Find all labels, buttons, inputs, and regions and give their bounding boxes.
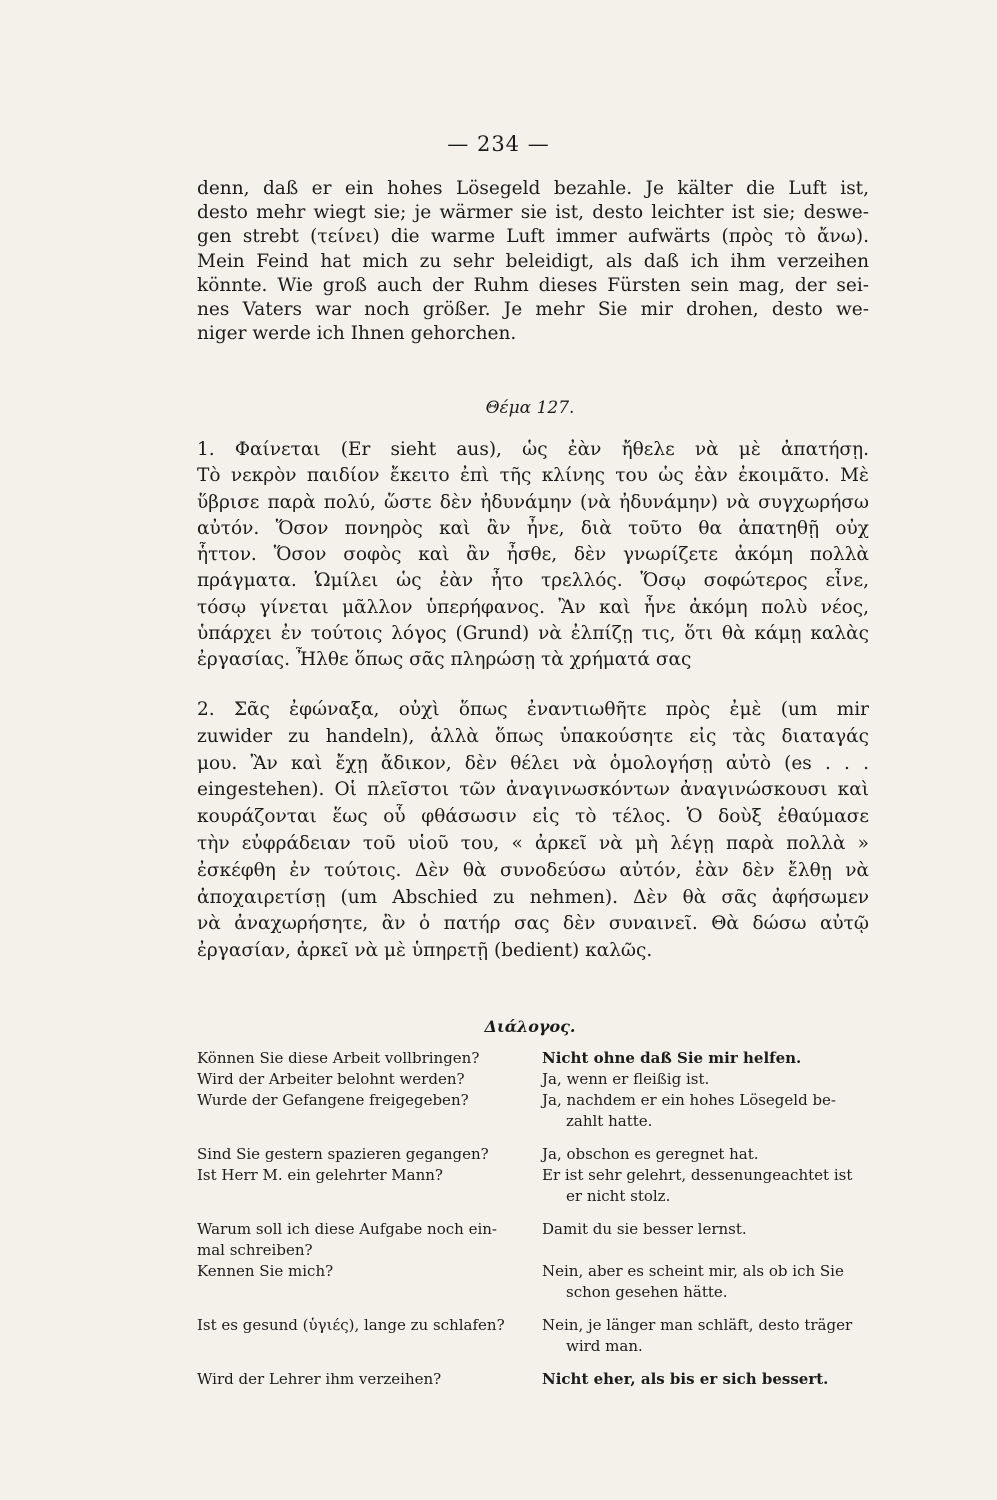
- text-line: ὕβρισε παρὰ πολύ, ὥστε δὲν ἠδυνάμην (νὰ ἠδυνάμην) νὰ συγχωρήσω: [197, 491, 869, 513]
- text-line: πράγματα. Ὡμίλει ὡς ἐὰν ἦτο τρελλός. Ὅσῳ σοφώτερος εἶνε,: [197, 570, 869, 592]
- dialog-answer: [542, 1315, 877, 1357]
- dialog-answer: [542, 1048, 877, 1069]
- paragraph-greek-2: [197, 697, 869, 965]
- dialog-question: [197, 1090, 542, 1132]
- question-line: Können Sie diese Arbeit vollbringen?: [197, 1049, 480, 1067]
- section-heading: Θέμα 127.: [485, 398, 575, 418]
- dialog-answer: [542, 1165, 877, 1207]
- dialog-row: [197, 1261, 877, 1303]
- dialog-question: [197, 1369, 542, 1390]
- dialog-answer: [542, 1090, 877, 1132]
- answer-line: schon gesehen hätte.: [566, 1283, 728, 1301]
- question-line: Ist Herr M. ein gelehrter Mann?: [197, 1166, 443, 1184]
- question-line: Ist es gesund (ὑγιές), lange zu schlafen?: [197, 1316, 505, 1334]
- dialog-question: [197, 1165, 542, 1207]
- text-line: αὐτόν. Ὅσον πονηρὸς καὶ ἂν ἦνε, διὰ τοῦτο θα ἀπατηθῇ οὐχ: [197, 517, 869, 539]
- text-line: desto mehr wiegt sie; je wärmer sie ist, desto leichter ist sie; deswe-: [197, 202, 869, 224]
- dialog-question: [197, 1069, 542, 1090]
- dialog-question: [197, 1219, 542, 1261]
- answer-line: Ja, nachdem er ein hohes Lösegeld be-: [542, 1091, 837, 1109]
- answer-line: er nicht stolz.: [566, 1187, 671, 1205]
- dialog-row: [197, 1315, 877, 1357]
- question-line: Kennen Sie mich?: [197, 1262, 334, 1280]
- text-line: 2. Σᾶς ἐφώναξα, οὐχὶ ὅπως ἐναντιωθῆτε πρὸς ἐμὲ (um mir: [197, 699, 869, 720]
- answer-line: Damit du sie besser lernst.: [542, 1220, 747, 1238]
- text-line: eingestehen). Οἱ πλεῖστοι τῶν ἀναγινωσκόντων ἀναγινώσκουσι καὶ: [197, 779, 869, 801]
- answer-line: Ja, obschon es geregnet hat.: [542, 1145, 759, 1163]
- paragraph-german: [197, 177, 869, 346]
- dialog-row: [197, 1219, 877, 1261]
- dialog-question: [197, 1261, 542, 1303]
- text-line: ἐργασίας. Ἦλθε ὅπως σᾶς πληρώσῃ τὰ χρήματά σας: [197, 649, 692, 671]
- text-line: denn, daß er ein hohes Lösegeld bezahle. Je kälter die Luft ist,: [197, 178, 869, 199]
- question-line: Wird der Arbeiter belohnt werden?: [197, 1070, 465, 1088]
- dialog-row: [197, 1144, 877, 1165]
- text-line: gen strebt (τείνει) die warme Luft immer aufwärts (πρὸς τὸ ἄνω).: [197, 226, 869, 248]
- text-line: Mein Feind hat mich zu sehr beleidigt, als daß ich ihm verzeihen: [197, 250, 869, 272]
- text-line: könnte. Wie groß auch der Ruhm dieses Fürsten sein mag, der sei-: [197, 274, 869, 296]
- question-line: Wird der Lehrer ihm verzeihen?: [197, 1370, 442, 1388]
- dialog-question: [197, 1048, 542, 1069]
- text-line: ὑπάρχει ἐν τούτοις λόγος (Grund) νὰ ἐλπίζῃ τις, ὅτι θὰ κάμῃ καλὰς: [197, 623, 869, 645]
- dialog-answer: [542, 1261, 877, 1303]
- text-line: ἧττον. Ὅσον σοφὸς καὶ ἂν ἦσθε, δὲν γνωρίζετε ἀκόμη πολλὰ: [197, 544, 869, 566]
- text-line: ἀποχαιρετίσῃ (um Abschied zu nehmen). Δὲν θὰ σᾶς ἀφήσωμεν: [197, 886, 869, 908]
- text-line: ἐργασίαν, ἀρκεῖ νὰ μὲ ὑπηρετῇ (bedient) καλῶς.: [197, 940, 653, 962]
- text-line: Τὸ νεκρὸν παιδίον ἔκειτο ἐπὶ τῆς κλίνης του ὡς ἐὰν ἐκοιμᾶτο. Μὲ: [197, 465, 869, 487]
- answer-line: Nicht eher, als bis er sich bessert.: [542, 1370, 829, 1388]
- dialog-row: [197, 1048, 877, 1069]
- dialog-answer: [542, 1369, 877, 1390]
- question-line: Wurde der Gefangene freigegeben?: [197, 1091, 469, 1109]
- dialog-row: [197, 1165, 877, 1207]
- text-line: nes Vaters war noch größer. Je mehr Sie mir drohen, desto we-: [197, 299, 869, 321]
- dialog-answer: [542, 1219, 877, 1261]
- dialog-answer: [542, 1069, 877, 1090]
- dialog-row: [197, 1369, 877, 1390]
- text-line: νὰ ἀναχωρήσητε, ἂν ὁ πατήρ σας δὲν συναινεῖ. Θὰ δώσω αὐτῷ: [197, 913, 869, 935]
- answer-line: Nein, aber es scheint mir, als ob ich Sie: [542, 1262, 844, 1280]
- question-line: mal schreiben?: [197, 1241, 313, 1259]
- text-line: niger werde ich Ihnen gehorchen.: [197, 323, 517, 345]
- dialog-table: [197, 1048, 877, 1390]
- text-line: zuwider zu handeln), ἀλλὰ ὅπως ὑπακούσητε εἰς τὰς διαταγάς: [197, 725, 869, 747]
- dialog-heading: Διάλογος.: [484, 1017, 576, 1036]
- text-line: ἐσκέφθη ἐν τούτοις. Δὲν θὰ συνοδεύσω αὐτόν, ἐὰν δὲν ἔλθῃ νὰ: [197, 859, 869, 881]
- answer-line: wird man.: [566, 1337, 643, 1355]
- answer-line: Nein, je länger man schläft, desto träger: [542, 1316, 853, 1334]
- dialog-row: [197, 1090, 877, 1132]
- text-line: μου. Ἂν καὶ ἔχῃ ἄδικον, δὲν θέλει νὰ ὁμολογήσῃ αὐτὸ (es . . .: [197, 752, 869, 774]
- text-line: κουράζονται ἕως οὗ φθάσωσιν εἰς τὸ τέλος. Ὁ δοὺξ ἐθαύμασε: [197, 806, 869, 828]
- answer-line: Nicht ohne daß Sie mir helfen.: [542, 1049, 802, 1067]
- text-line: 1. Φαίνεται (Er sieht aus), ὡς ἐὰν ἤθελε νὰ μὲ ἀπατήσῃ.: [197, 439, 869, 460]
- answer-line: Ja, wenn er fleißig ist.: [542, 1070, 710, 1088]
- page-number: — 234 —: [447, 132, 550, 156]
- dialog-question: [197, 1315, 542, 1357]
- answer-line: zahlt hatte.: [566, 1112, 653, 1130]
- dialog-question: [197, 1144, 542, 1165]
- dialog-row: [197, 1069, 877, 1090]
- paragraph-greek-1: [197, 437, 869, 674]
- answer-line: Er ist sehr gelehrt, dessenungeachtet ist: [542, 1166, 853, 1184]
- question-line: Warum soll ich diese Aufgabe noch ein-: [197, 1220, 497, 1238]
- question-line: Sind Sie gestern spazieren gegangen?: [197, 1145, 489, 1163]
- text-line: τὴν εὐφράδειαν τοῦ υἱοῦ του, « ἀρκεῖ νὰ μὴ λέγῃ παρὰ πολλὰ »: [197, 832, 869, 854]
- dialog-answer: [542, 1144, 877, 1165]
- text-line: τόσῳ γίνεται μᾶλλον ὑπερήφανος. Ἂν καὶ ἦνε ἀκόμη πολὺ νέος,: [197, 596, 869, 618]
